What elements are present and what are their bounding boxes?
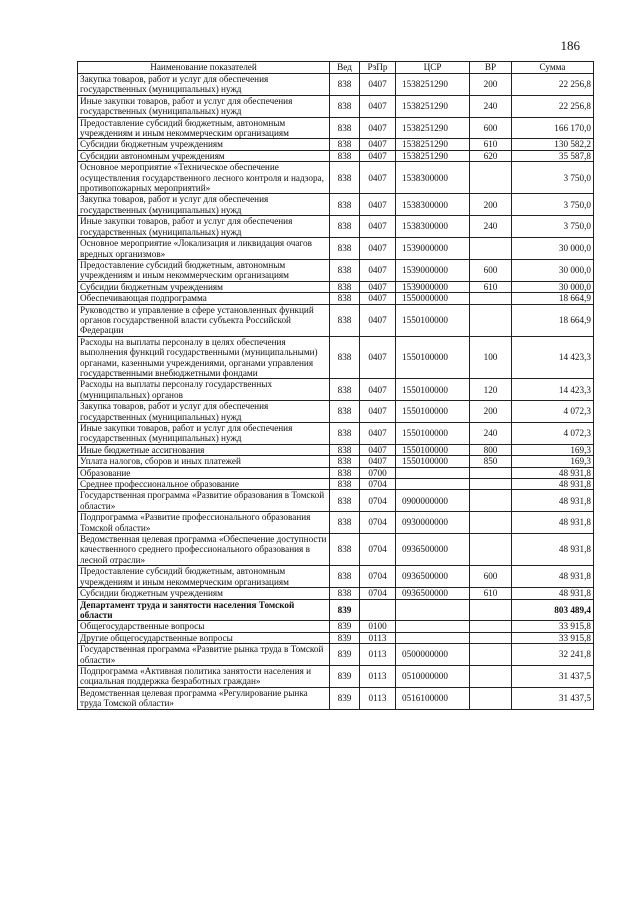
table-row	[78, 293, 594, 304]
row-rzpr-cell: 0407	[360, 162, 396, 194]
row-csr-cell: 1550100000	[396, 401, 470, 423]
row-sum-cell: 169,3	[512, 444, 594, 455]
row-ved-cell: 838	[330, 150, 360, 161]
row-vr-cell: 240	[470, 423, 512, 445]
row-name-cell: Иные бюджетные ассигнования	[78, 444, 330, 455]
row-rzpr-cell: 0704	[360, 588, 396, 599]
row-ved-cell: 838	[330, 216, 360, 238]
row-rzpr-cell: 0113	[360, 632, 396, 643]
row-rzpr-cell: 0407	[360, 423, 396, 445]
row-ved-cell: 839	[330, 599, 360, 621]
row-sum-cell: 3 750,0	[512, 194, 594, 216]
row-sum-cell: 48 931,8	[512, 512, 594, 534]
table-row	[78, 150, 594, 161]
row-ved-cell: 838	[330, 95, 360, 117]
row-ved-cell: 838	[330, 139, 360, 150]
row-sum-cell: 30 000,0	[512, 281, 594, 292]
table-header-row	[78, 62, 594, 74]
row-csr-cell: 1538251290	[396, 139, 470, 150]
row-sum-cell: 48 931,8	[512, 566, 594, 588]
row-ved-cell: 838	[330, 259, 360, 281]
row-sum-cell: 48 931,8	[512, 479, 594, 490]
row-csr-cell: 1538300000	[396, 162, 470, 194]
row-ved-cell: 839	[330, 632, 360, 643]
row-csr-cell: 0936500000	[396, 566, 470, 588]
row-vr-cell	[470, 632, 512, 643]
row-csr-cell: 1550000000	[396, 293, 470, 304]
header-csr: ЦСР	[396, 62, 470, 74]
row-sum-cell: 35 587,8	[512, 150, 594, 161]
row-name-cell: Уплата налогов, сборов и иных платежей	[78, 456, 330, 467]
row-rzpr-cell: 0407	[360, 293, 396, 304]
table-row	[78, 599, 594, 621]
row-rzpr-cell: 0407	[360, 259, 396, 281]
row-name-cell: Субсидии бюджетным учреждениям	[78, 588, 330, 599]
table-row	[78, 512, 594, 534]
row-ved-cell: 838	[330, 588, 360, 599]
row-csr-cell: 0936500000	[396, 588, 470, 599]
row-ved-cell: 838	[330, 117, 360, 139]
row-vr-cell: 850	[470, 456, 512, 467]
row-sum-cell: 130 582,2	[512, 139, 594, 150]
row-sum-cell: 4 072,3	[512, 401, 594, 423]
table-row	[78, 336, 594, 379]
row-vr-cell: 200	[470, 401, 512, 423]
table-row	[78, 534, 594, 566]
row-sum-cell: 18 664,9	[512, 304, 594, 336]
row-rzpr-cell: 0407	[360, 139, 396, 150]
row-rzpr-cell: 0407	[360, 379, 396, 401]
row-sum-cell: 48 931,8	[512, 534, 594, 566]
row-vr-cell	[470, 490, 512, 512]
row-name-cell: Руководство и управление в сфере установленных функций органов государственной власти субъекта Российской Федерации	[78, 304, 330, 336]
row-vr-cell: 240	[470, 95, 512, 117]
row-csr-cell: 1550100000	[396, 379, 470, 401]
row-name-cell: Иные закупки товаров, работ и услуг для обеспечения государственных (муниципальных) нужд	[78, 216, 330, 238]
row-ved-cell: 839	[330, 621, 360, 632]
row-ved-cell: 838	[330, 401, 360, 423]
row-sum-cell: 3 750,0	[512, 216, 594, 238]
table-row	[78, 238, 594, 260]
table-row	[78, 304, 594, 336]
row-name-cell: Государственная программа «Развитие образования в Томской области»	[78, 490, 330, 512]
row-ved-cell: 838	[330, 534, 360, 566]
row-sum-cell: 14 423,3	[512, 379, 594, 401]
row-name-cell: Предоставление субсидий бюджетным, автономным учреждениям и иным некоммерческим организациям	[78, 259, 330, 281]
row-vr-cell	[470, 665, 512, 687]
row-rzpr-cell: 0113	[360, 644, 396, 666]
row-vr-cell	[470, 512, 512, 534]
row-name-cell: Государственная программа «Развитие рынка труда в Томской области»	[78, 644, 330, 666]
page-number: 186	[560, 38, 580, 53]
row-csr-cell: 1539000000	[396, 259, 470, 281]
row-vr-cell: 610	[470, 139, 512, 150]
row-rzpr-cell: 0704	[360, 566, 396, 588]
row-vr-cell: 100	[470, 336, 512, 379]
row-rzpr-cell: 0407	[360, 401, 396, 423]
row-sum-cell: 33 915,8	[512, 621, 594, 632]
row-ved-cell: 839	[330, 687, 360, 709]
row-sum-cell: 48 931,8	[512, 588, 594, 599]
row-ved-cell: 838	[330, 162, 360, 194]
table-row	[78, 117, 594, 139]
table-row	[78, 588, 594, 599]
table-row	[78, 444, 594, 455]
row-vr-cell	[470, 467, 512, 478]
row-csr-cell: 0516100000	[396, 687, 470, 709]
header-sum: Сумма	[512, 62, 594, 74]
row-ved-cell: 838	[330, 456, 360, 467]
table-row	[78, 281, 594, 292]
row-sum-cell: 3 750,0	[512, 162, 594, 194]
row-csr-cell	[396, 599, 470, 621]
row-vr-cell	[470, 534, 512, 566]
row-ved-cell: 839	[330, 644, 360, 666]
row-ved-cell: 838	[330, 444, 360, 455]
row-rzpr-cell: 0407	[360, 74, 396, 96]
row-sum-cell: 169,3	[512, 456, 594, 467]
row-rzpr-cell: 0407	[360, 304, 396, 336]
row-name-cell: Среднее профессиональное образование	[78, 479, 330, 490]
row-ved-cell: 838	[330, 304, 360, 336]
row-name-cell: Иные закупки товаров, работ и услуг для обеспечения государственных (муниципальных) нужд	[78, 95, 330, 117]
row-ved-cell: 838	[330, 336, 360, 379]
row-ved-cell: 838	[330, 479, 360, 490]
row-sum-cell: 18 664,9	[512, 293, 594, 304]
row-name-cell: Субсидии автономным учреждениям	[78, 150, 330, 161]
row-sum-cell: 4 072,3	[512, 423, 594, 445]
row-csr-cell: 1550100000	[396, 336, 470, 379]
row-vr-cell: 600	[470, 117, 512, 139]
row-rzpr-cell: 0704	[360, 512, 396, 534]
row-csr-cell: 1550100000	[396, 423, 470, 445]
row-csr-cell: 1538251290	[396, 117, 470, 139]
row-name-cell: Предоставление субсидий бюджетным, автономным учреждениям и иным некоммерческим организациям	[78, 117, 330, 139]
row-sum-cell: 803 489,4	[512, 599, 594, 621]
row-rzpr-cell: 0704	[360, 534, 396, 566]
row-csr-cell: 1538300000	[396, 216, 470, 238]
row-sum-cell: 14 423,3	[512, 336, 594, 379]
row-csr-cell: 0500000000	[396, 644, 470, 666]
row-ved-cell: 838	[330, 379, 360, 401]
row-vr-cell: 620	[470, 150, 512, 161]
row-name-cell: Иные закупки товаров, работ и услуг для обеспечения государственных (муниципальных) нужд	[78, 423, 330, 445]
row-rzpr-cell: 0113	[360, 665, 396, 687]
row-sum-cell: 32 241,8	[512, 644, 594, 666]
row-name-cell: Ведомственная целевая программа «Регулирование рынка труда Томской области»	[78, 687, 330, 709]
budget-table-container	[77, 61, 593, 710]
row-vr-cell	[470, 621, 512, 632]
row-csr-cell: 1550100000	[396, 444, 470, 455]
row-ved-cell: 838	[330, 423, 360, 445]
table-row	[78, 566, 594, 588]
row-vr-cell: 610	[470, 281, 512, 292]
row-ved-cell: 838	[330, 566, 360, 588]
table-row	[78, 216, 594, 238]
row-vr-cell: 120	[470, 379, 512, 401]
table-body	[78, 74, 594, 710]
header-vr: ВР	[470, 62, 512, 74]
row-sum-cell: 31 437,5	[512, 687, 594, 709]
row-name-cell: Ведомственная целевая программа «Обеспечение доступности качественного среднего профессионального образования в лесной отрасли»	[78, 534, 330, 566]
row-vr-cell: 610	[470, 588, 512, 599]
row-csr-cell: 0930000000	[396, 512, 470, 534]
row-vr-cell: 200	[470, 194, 512, 216]
row-name-cell: Предоставление субсидий бюджетным, автономным учреждениям и иным некоммерческим организациям	[78, 566, 330, 588]
row-csr-cell: 1550100000	[396, 304, 470, 336]
row-vr-cell	[470, 687, 512, 709]
row-csr-cell	[396, 479, 470, 490]
row-vr-cell: 600	[470, 259, 512, 281]
table-row	[78, 95, 594, 117]
row-csr-cell: 0936500000	[396, 534, 470, 566]
row-csr-cell	[396, 467, 470, 478]
table-row	[78, 74, 594, 96]
row-vr-cell	[470, 238, 512, 260]
row-vr-cell: 800	[470, 444, 512, 455]
row-rzpr-cell: 0407	[360, 95, 396, 117]
row-name-cell: Субсидии бюджетным учреждениям	[78, 139, 330, 150]
row-rzpr-cell: 0407	[360, 456, 396, 467]
row-ved-cell: 838	[330, 194, 360, 216]
row-sum-cell: 30 000,0	[512, 238, 594, 260]
row-ved-cell: 838	[330, 238, 360, 260]
row-csr-cell: 1550100000	[396, 456, 470, 467]
row-name-cell: Закупка товаров, работ и услуг для обеспечения государственных (муниципальных) нужд	[78, 74, 330, 96]
row-name-cell: Подпрограмма «Активная политика занятости населения и социальная поддержка безработных граждан»	[78, 665, 330, 687]
table-row	[78, 456, 594, 467]
row-ved-cell: 838	[330, 490, 360, 512]
row-name-cell: Образование	[78, 467, 330, 478]
row-rzpr-cell: 0100	[360, 621, 396, 632]
row-rzpr-cell: 0407	[360, 150, 396, 161]
row-name-cell: Расходы на выплаты персоналу в целях обеспечения выполнения функций государственными (муниципальными) органами, казенными учреждениями, органами управления государственными внебюджетными фондами	[78, 336, 330, 379]
row-rzpr-cell: 0407	[360, 444, 396, 455]
table-row	[78, 162, 594, 194]
row-sum-cell: 30 000,0	[512, 259, 594, 281]
row-ved-cell: 838	[330, 281, 360, 292]
table-row	[78, 194, 594, 216]
table-row	[78, 665, 594, 687]
row-vr-cell: 200	[470, 74, 512, 96]
table-row	[78, 687, 594, 709]
row-ved-cell: 839	[330, 665, 360, 687]
row-name-cell: Основное мероприятие «Техническое обеспечение осуществления государственного лесного контроля и надзора, противопожарных мероприятий»	[78, 162, 330, 194]
row-rzpr-cell	[360, 599, 396, 621]
row-rzpr-cell: 0704	[360, 490, 396, 512]
row-rzpr-cell: 0700	[360, 467, 396, 478]
row-name-cell: Обеспечивающая подпрограмма	[78, 293, 330, 304]
row-csr-cell: 0900000000	[396, 490, 470, 512]
row-csr-cell: 1538251290	[396, 74, 470, 96]
row-vr-cell	[470, 304, 512, 336]
row-rzpr-cell: 0407	[360, 238, 396, 260]
table-row	[78, 401, 594, 423]
row-csr-cell: 1538300000	[396, 194, 470, 216]
row-sum-cell: 166 170,0	[512, 117, 594, 139]
table-row	[78, 632, 594, 643]
row-name-cell: Основное мероприятие «Локализация и ликвидация очагов вредных организмов»	[78, 238, 330, 260]
row-vr-cell: 600	[470, 566, 512, 588]
header-rzpr: РзПр	[360, 62, 396, 74]
table-row	[78, 259, 594, 281]
row-csr-cell	[396, 632, 470, 643]
row-csr-cell	[396, 621, 470, 632]
row-name-cell: Департамент труда и занятости населения Томской области	[78, 599, 330, 621]
row-name-cell: Закупка товаров, работ и услуг для обеспечения государственных (муниципальных) нужд	[78, 194, 330, 216]
row-rzpr-cell: 0407	[360, 194, 396, 216]
row-ved-cell: 838	[330, 293, 360, 304]
row-sum-cell: 33 915,8	[512, 632, 594, 643]
row-name-cell: Субсидии бюджетным учреждениям	[78, 281, 330, 292]
row-name-cell: Расходы на выплаты персоналу государственных (муниципальных) органов	[78, 379, 330, 401]
row-rzpr-cell: 0113	[360, 687, 396, 709]
table-row	[78, 644, 594, 666]
row-csr-cell: 0510000000	[396, 665, 470, 687]
row-rzpr-cell: 0407	[360, 336, 396, 379]
row-csr-cell: 1539000000	[396, 238, 470, 260]
row-sum-cell: 48 931,8	[512, 467, 594, 478]
table-row	[78, 490, 594, 512]
row-vr-cell: 240	[470, 216, 512, 238]
row-sum-cell: 48 931,8	[512, 490, 594, 512]
table-row	[78, 423, 594, 445]
row-rzpr-cell: 0407	[360, 117, 396, 139]
row-name-cell: Общегосударственные вопросы	[78, 621, 330, 632]
budget-table	[77, 61, 594, 710]
table-row	[78, 621, 594, 632]
table-row	[78, 467, 594, 478]
row-ved-cell: 838	[330, 74, 360, 96]
header-name: Наименование показателей	[78, 62, 330, 74]
row-ved-cell: 838	[330, 467, 360, 478]
row-vr-cell	[470, 293, 512, 304]
table-row	[78, 139, 594, 150]
row-vr-cell	[470, 599, 512, 621]
row-name-cell: Другие общегосударственные вопросы	[78, 632, 330, 643]
row-rzpr-cell: 0704	[360, 479, 396, 490]
row-ved-cell: 838	[330, 512, 360, 534]
row-csr-cell: 1538251290	[396, 95, 470, 117]
row-rzpr-cell: 0407	[360, 281, 396, 292]
row-vr-cell	[470, 162, 512, 194]
row-sum-cell: 22 256,8	[512, 95, 594, 117]
header-ved: Вед	[330, 62, 360, 74]
row-csr-cell: 1538251290	[396, 150, 470, 161]
row-csr-cell: 1539000000	[396, 281, 470, 292]
row-rzpr-cell: 0407	[360, 216, 396, 238]
row-sum-cell: 31 437,5	[512, 665, 594, 687]
row-vr-cell	[470, 644, 512, 666]
row-name-cell: Подпрограмма «Развитие профессионального образования Томской области»	[78, 512, 330, 534]
row-sum-cell: 22 256,8	[512, 74, 594, 96]
table-row	[78, 479, 594, 490]
row-name-cell: Закупка товаров, работ и услуг для обеспечения государственных (муниципальных) нужд	[78, 401, 330, 423]
row-vr-cell	[470, 479, 512, 490]
table-row	[78, 379, 594, 401]
